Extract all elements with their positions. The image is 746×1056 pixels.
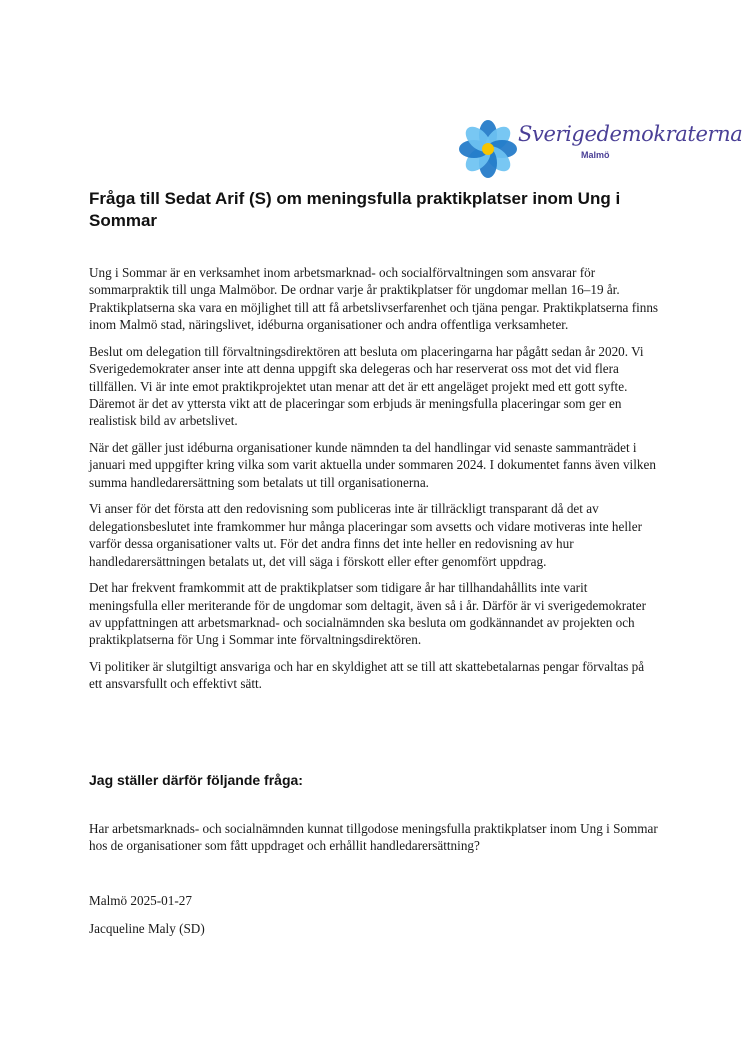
paragraph: Beslut om delegation till förvaltningsdirektören att besluta om placeringarna har pågått sedan år 2020. Vi Sverigedemokrater anser inte att denna uppgift ska delegeras och har reserverat oss mot det vid flera tillfällen. Vi är inte emot praktikprojektet utan menar att det är ett angeläget projekt med ett gott syfte. Däremot är det av yttersta vikt att de placeringar som erbjuds är meningsfulla placeringar som ger en realistisk bild av arbetslivet.: [89, 343, 644, 429]
flower-icon: [458, 116, 520, 178]
paragraph: Det har frekvent framkommit att de praktikplatser som tidigare år har tillhandahållits inte varit meningsfulla eller meriterande för de ungdomar som deltagit, även så i år. Därför är vi sverigedemokrater av uppfattningen att arbetsmarknad- och socialnämnden ska besluta om godkännandet av projekten och praktikplatserna för Ung i Sommar inte förvaltningsdirektören.: [89, 580, 646, 648]
question-heading: Jag ställer därför följande fråga:: [89, 772, 303, 788]
paragraph: Vi anser för det första att den redovisning som publiceras inte är tillräckligt transparant då det av delegationsbeslutet inte framkommer hur många placeringar som avsetts och vidare motiveras inte heller varför dessa organisationer valts ut. För det andra finns det inte heller en redovisning av hur handledarersättningen betalats ut, det vill säga i förskott eller efter genomfört uppdrag.: [89, 501, 642, 569]
paragraph: När det gäller just idéburna organisationer kunde nämnden ta del handlingar vid senaste sammanträdet i januari med uppgifter kring vilka som varit aktuella under sommaren 2024. I dokumentet fanns även vilken summa handledarersättning som betalats ut till organisationerna.: [89, 440, 656, 490]
party-logo: [458, 116, 743, 178]
author-signature: Jacqueline Maly (SD): [89, 921, 205, 936]
paragraph: Ung i Sommar är en verksamhet inom arbetsmarknad- och socialförvaltningen som ansvarar för sommarpraktik till unga Malmöbor. De ordnar varje år praktikplatser för ungdomar mellan 16–19 år. Praktikplatserna ska vara en möjlighet till att få arbetslivserfarenhet och tjäna pengar. Praktikplatserna finns inom Malmö stad, näringslivet, idéburna organisationer och andra offentliga verksamheter.: [89, 265, 659, 333]
paragraph: Vi politiker är slutgiltigt ansvariga och har en skyldighet att se till att skattebetalarnas pengar förvaltas på ett ansvarsfullt och effektivt sätt.: [89, 659, 645, 692]
page-title: Fråga till Sedat Arif (S) om meningsfulla praktikplatser inom Ung i Sommar: [89, 189, 621, 230]
logo-wordmark: Sverigedemokraterna: [518, 122, 743, 146]
flower-center: [482, 143, 494, 155]
body-text: [89, 264, 659, 702]
question-text: Har arbetsmarknads- och socialnämnden kunnat tillgodose meningsfulla praktikplatser inom Ung i Sommar hos de organisationer som fått uppdraget och erhållit handledarersättning?: [89, 821, 658, 854]
place-date: Malmö 2025-01-27: [89, 893, 192, 908]
logo-subtitle: Malmö: [581, 150, 610, 160]
